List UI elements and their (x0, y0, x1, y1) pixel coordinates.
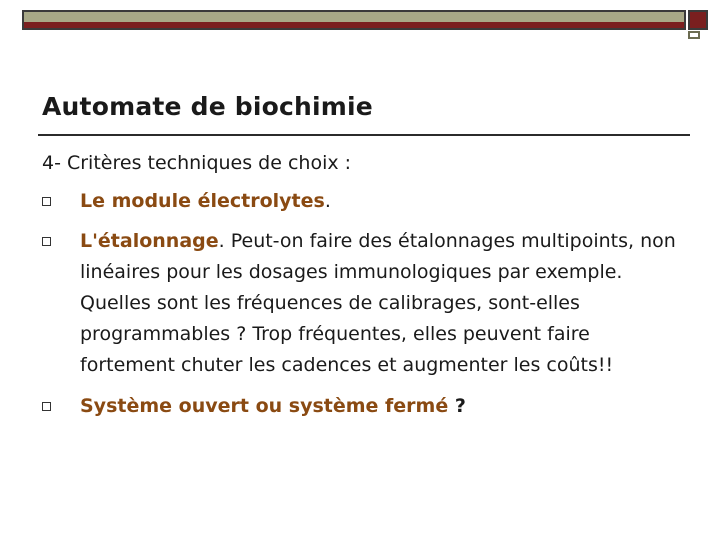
header-decoration-bar (22, 10, 686, 30)
slide-title: Automate de biochimie (42, 92, 373, 121)
bullet-item (42, 226, 682, 381)
title-divider (38, 134, 690, 136)
square-bullet-icon (42, 237, 51, 246)
bullet-highlight: Système ouvert ou système fermé (80, 395, 449, 417)
header-decoration-small-square (688, 31, 700, 39)
intro-text: 4- Critères techniques de choix : (42, 152, 352, 174)
bullet-text: ? (448, 395, 466, 417)
header-decoration-square (688, 10, 708, 30)
bullet-item (42, 186, 682, 217)
bullet-item (42, 391, 682, 422)
bullet-list (42, 186, 682, 422)
bullet-highlight: Le module électrolytes (80, 190, 325, 212)
square-bullet-icon (42, 402, 51, 411)
bullet-text: . (324, 190, 331, 212)
square-bullet-icon (42, 197, 51, 206)
bullet-highlight: L'étalonnage (80, 230, 219, 252)
bullet-text: . Peut-on faire des étalonnages multipoints, non linéaires pour les dosages immunologiques par exemple. Quelles sont les fréquences de calibrages, sont-elles programmables ? Trop fréquentes, elles peuvent faire fortement chuter les cadences et augmenter les coûts!! (80, 230, 676, 376)
